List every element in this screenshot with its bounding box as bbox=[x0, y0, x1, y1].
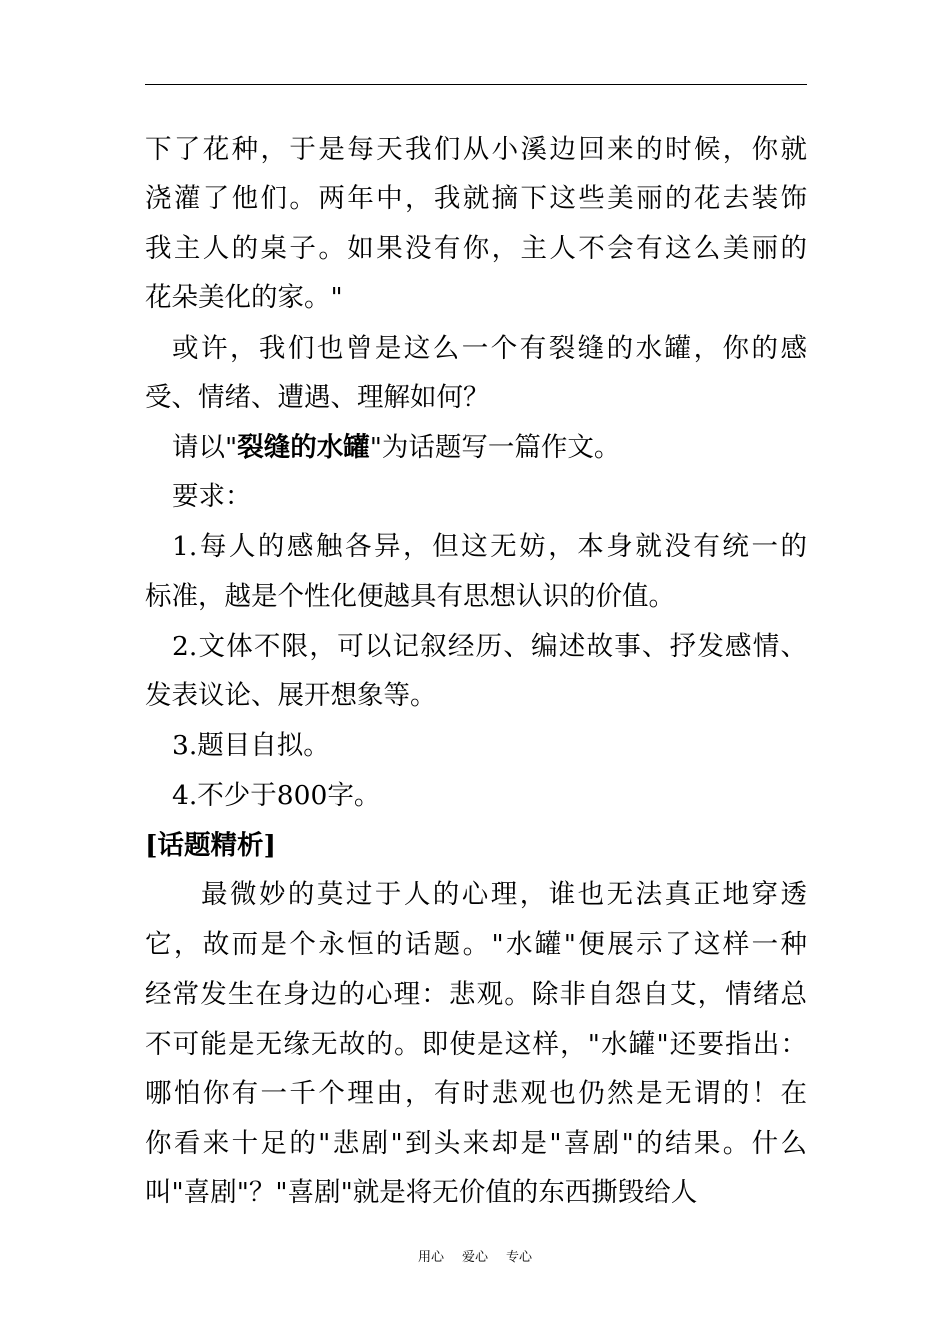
body-line: 经常发生在身边的心理：悲观。除非自怨自艾，情绪总 bbox=[145, 979, 807, 1010]
requirement-item: 发表议论、展开想象等。 bbox=[145, 680, 437, 711]
footer-word: 专心 bbox=[506, 1250, 533, 1265]
body-line: 最微妙的莫过于人的心理，谁也无法真正地穿透 bbox=[201, 879, 807, 910]
requirement-item: 标准，越是个性化便越具有思想认识的价值。 bbox=[145, 581, 675, 612]
body-line: 不可能是无缘无故的。即使是这样，"水罐"还要指出： bbox=[145, 1029, 807, 1060]
prompt-pre: 请以" bbox=[172, 432, 238, 463]
body-line: 或许，我们也曾是这么一个有裂缝的水罐，你的感 bbox=[172, 333, 807, 364]
requirement-item: 3.题目自拟。 bbox=[172, 730, 330, 761]
body-line: 叫"喜剧"？"喜剧"就是将无价值的东西撕毁给人 bbox=[145, 1177, 698, 1208]
body-line: 哪怕你有一千个理由，有时悲观也仍然是无谓的！在 bbox=[145, 1078, 807, 1109]
page-footer bbox=[0, 1248, 950, 1268]
footer-word: 用心 bbox=[417, 1250, 444, 1265]
prompt-topic: 裂缝的水罐 bbox=[237, 432, 370, 463]
header-rule bbox=[145, 84, 807, 85]
body-line: 下了花种，于是每天我们从小溪边回来的时候，你就 bbox=[145, 134, 807, 165]
requirements-heading: 要求： bbox=[172, 481, 252, 512]
section-heading: [话题精析] bbox=[145, 830, 277, 861]
body-line: 你看来十足的"悲剧"到头来却是"喜剧"的结果。什么 bbox=[145, 1128, 807, 1159]
body-line: 受、情绪、遭遇、理解如何？ bbox=[145, 382, 490, 413]
body-line: 浇灌了他们。两年中，我就摘下这些美丽的花去装饰 bbox=[145, 183, 807, 214]
essay-prompt bbox=[145, 428, 807, 468]
body-line: 花朵美化的家。" bbox=[145, 282, 343, 313]
requirement-item: 2.文体不限，可以记叙经历、编述故事、抒发感情、 bbox=[172, 631, 807, 662]
body-line: 它，故而是个永恒的话题。"水罐"便展示了这样一种 bbox=[145, 929, 807, 960]
prompt-post: "为话题写一篇作文。 bbox=[369, 432, 621, 463]
body-line: 我主人的桌子。如果没有你，主人不会有这么美丽的 bbox=[145, 233, 807, 264]
requirement-item: 4.不少于800字。 bbox=[172, 780, 381, 811]
requirement-item: 1.每人的感触各异，但这无妨，本身就没有统一的 bbox=[172, 531, 807, 562]
footer-word: 爱心 bbox=[461, 1250, 488, 1265]
